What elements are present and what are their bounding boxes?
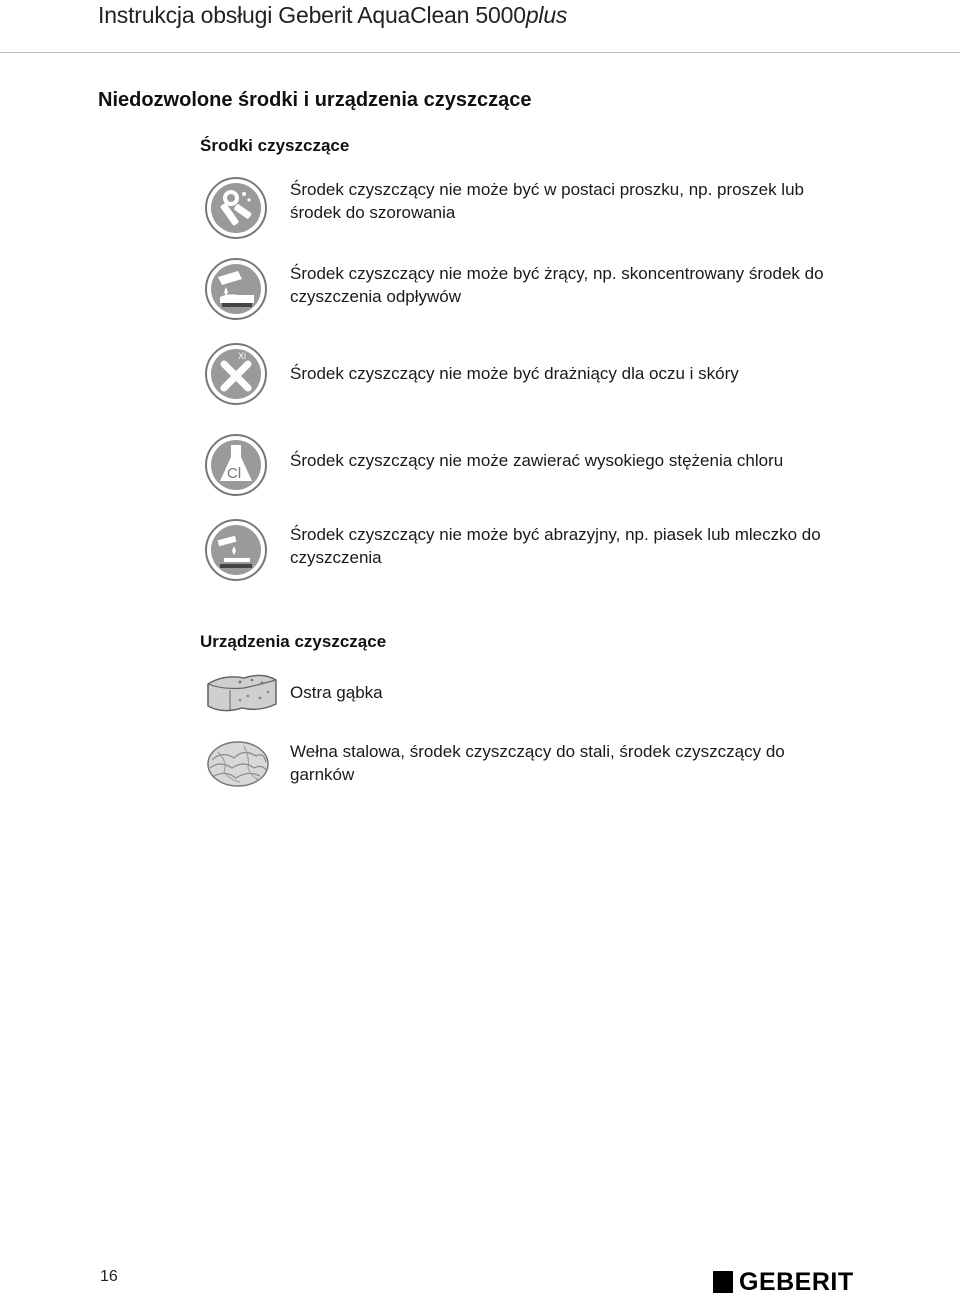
corrosive-icon xyxy=(204,257,268,326)
cleaning-agent-item-text: Środek czyszczący nie może być żrący, np. skoncentrowany środek do czyszczenia odpływów xyxy=(290,264,824,306)
document-title-suffix: plus xyxy=(525,2,568,28)
page-number: 16 xyxy=(100,1268,118,1285)
document-title xyxy=(98,0,567,30)
logo-text: GEBERIT xyxy=(739,1268,854,1296)
cleaning-device-item-text: Ostra gąbka xyxy=(290,683,383,702)
svg-text:Cl: Cl xyxy=(227,465,242,482)
abrasive-icon xyxy=(204,518,268,587)
logo-square xyxy=(713,1271,733,1293)
cleaning-agent-item-text: Środek czyszczący nie może być abrazyjny, np. piasek lub mleczko do czyszczenia xyxy=(290,525,821,567)
header-divider xyxy=(0,52,960,53)
cleaning-agent-item-text: Środek czyszczący nie może być w postaci proszku, np. proszek lub środek do szorowania xyxy=(290,180,804,222)
cleaning-agent-item-text: Środek czyszczący nie może zawierać wysokiego stężenia chloru xyxy=(290,451,784,470)
cleaning-agent-item-text: Środek czyszczący nie może być drażniący dla oczu i skóry xyxy=(290,364,739,383)
svg-text:Xi: Xi xyxy=(238,351,247,361)
cleaning-device-item-text: Wełna stalowa, środek czyszczący do stali, środek czyszczący do garnków xyxy=(290,742,785,784)
geberit-logo xyxy=(713,1270,854,1294)
steel-wool-icon xyxy=(204,738,272,795)
sponge-icon xyxy=(204,668,280,721)
cleaning-devices-heading: Urządzenia czyszczące xyxy=(200,632,387,651)
section-heading: Niedozwolone środki i urządzenia czyszczące xyxy=(98,89,532,111)
irritant-xi-icon xyxy=(204,342,268,411)
cleaning-agents-heading: Środki czyszczące xyxy=(200,136,350,155)
chlorine-flask-icon xyxy=(204,433,268,502)
document-title-main: Instrukcja obsługi Geberit AquaClean 5000 xyxy=(98,2,526,28)
scouring-powder-icon xyxy=(204,176,268,245)
